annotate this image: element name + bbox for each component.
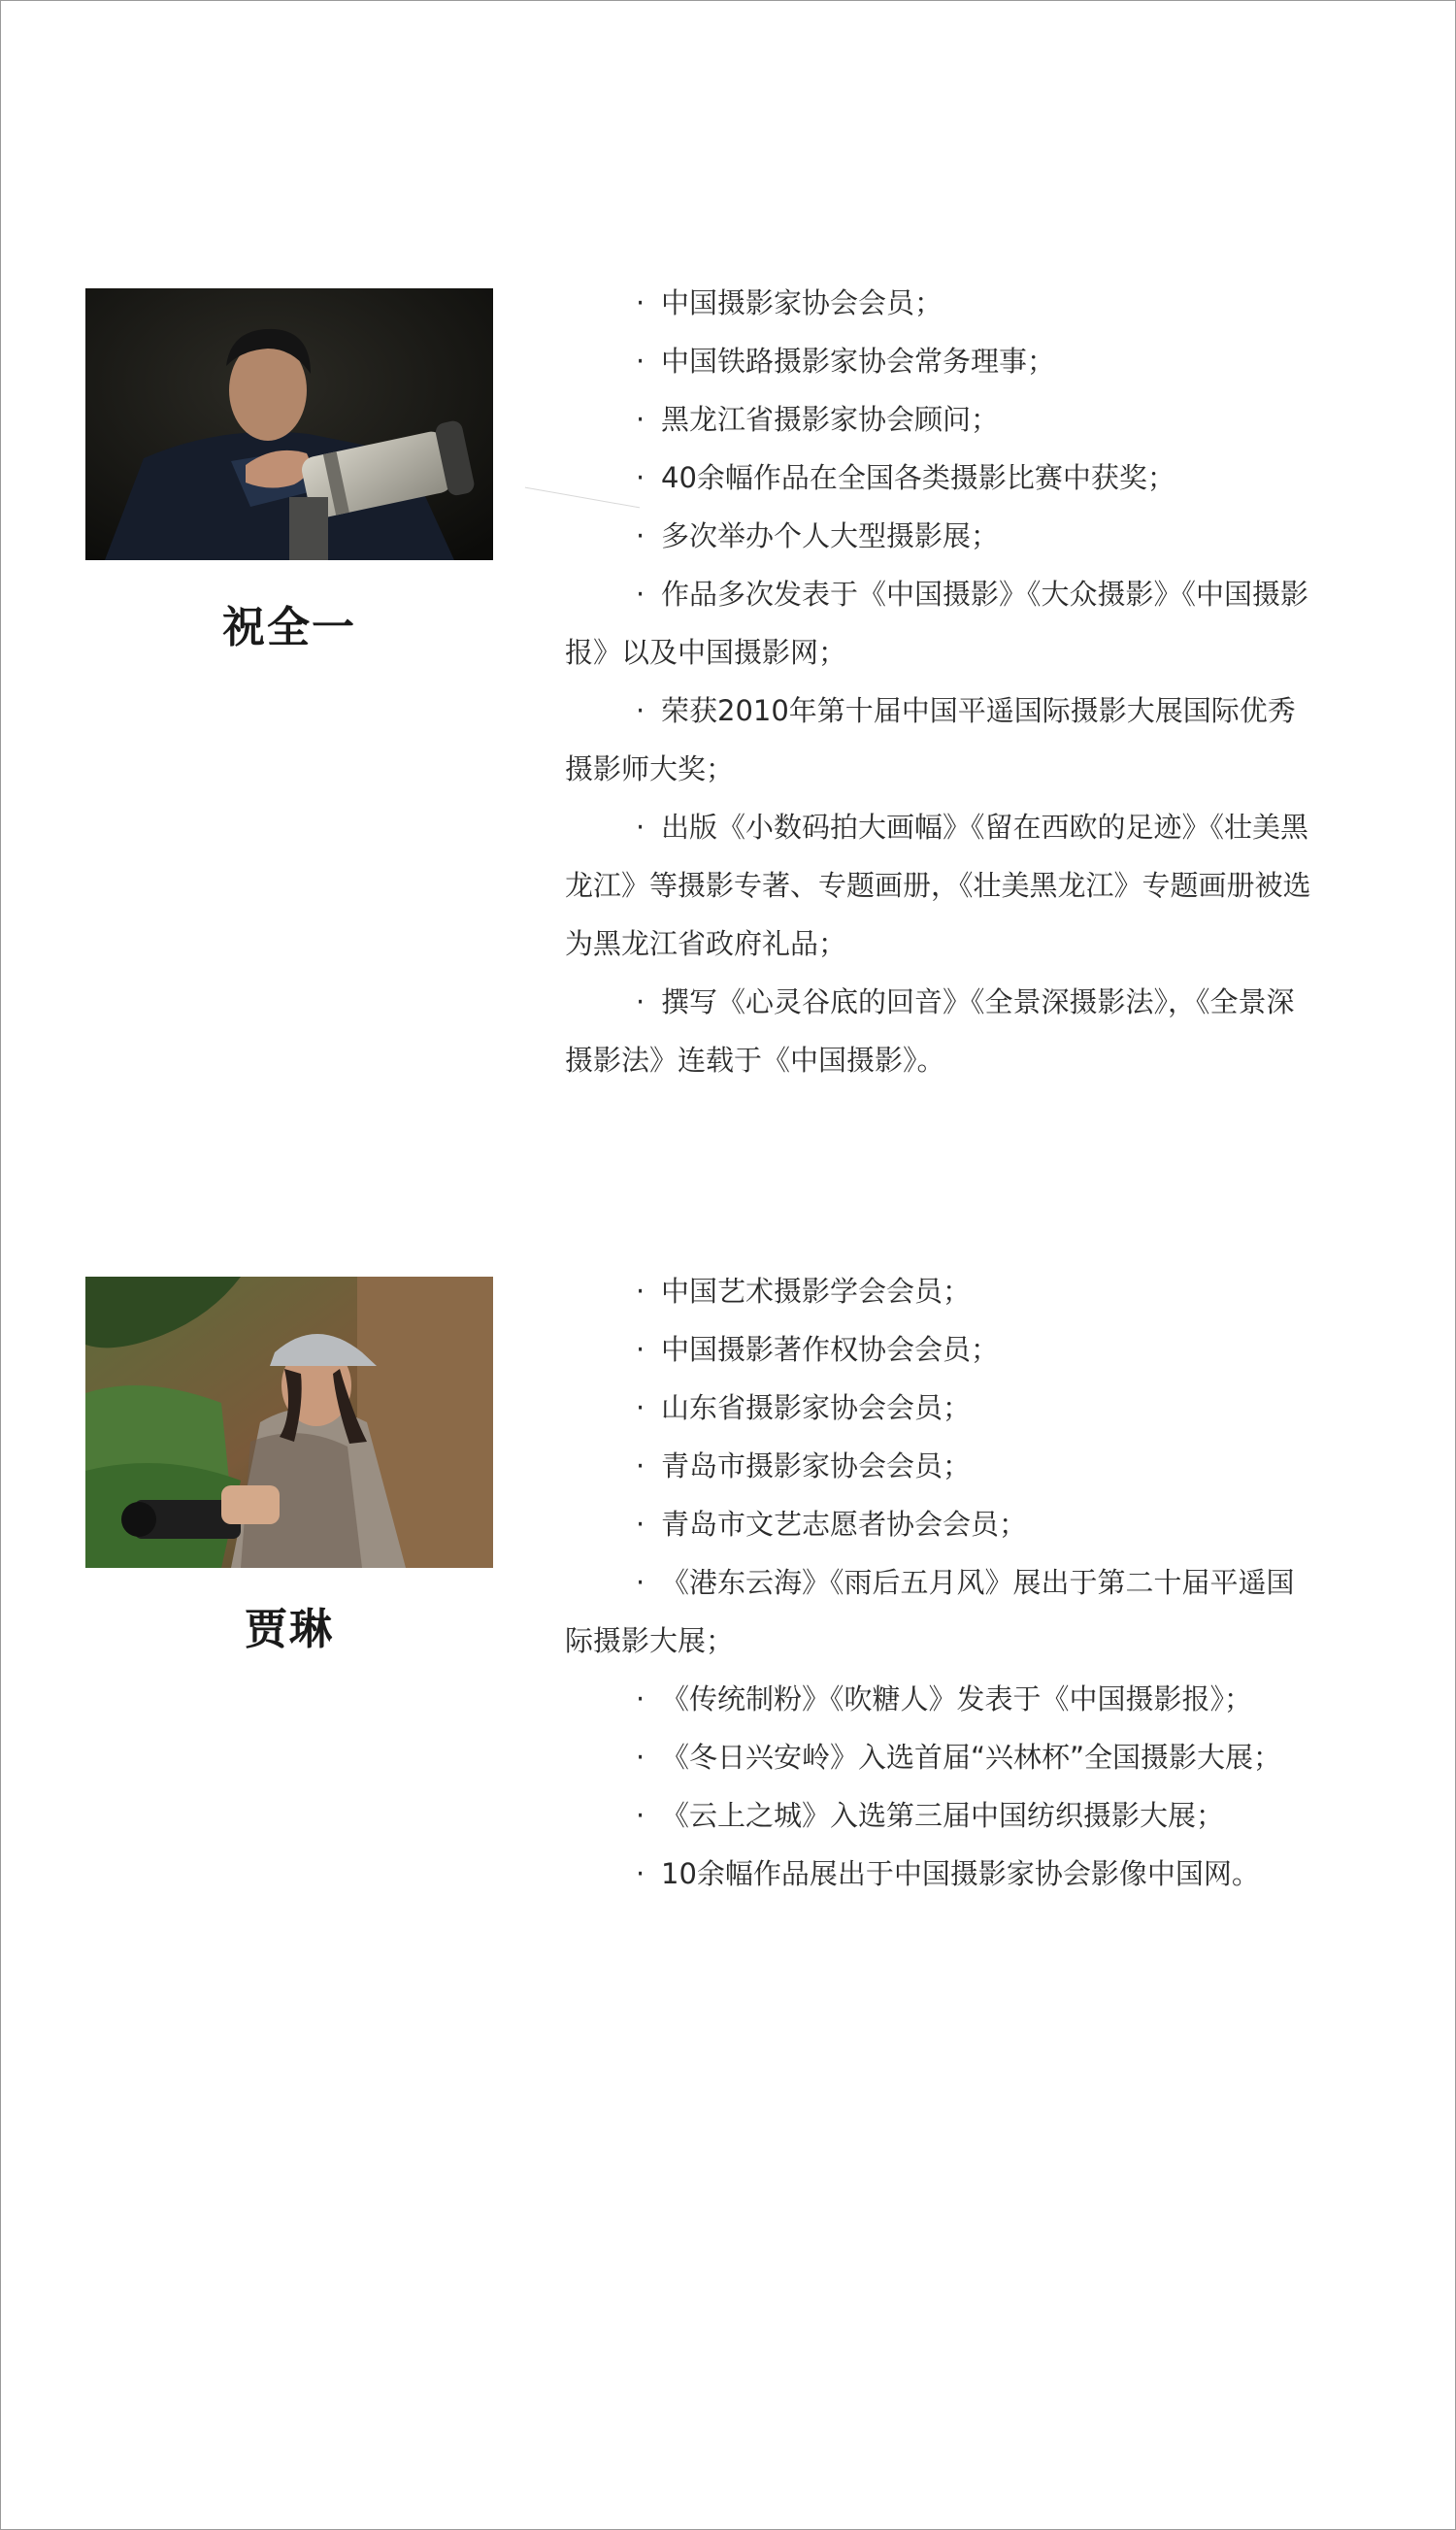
bullet-marker: · bbox=[636, 286, 645, 319]
bio-item: · 10余幅作品展出于中国摄影家协会影像中国网。 bbox=[565, 1845, 1312, 1903]
bullet-marker: · bbox=[636, 1333, 645, 1366]
profile-name: 祝全一 bbox=[222, 603, 356, 652]
bullet-marker: · bbox=[636, 1391, 645, 1424]
bio-list bbox=[565, 1262, 1312, 1903]
portrait-photo-jia-lin bbox=[85, 1277, 493, 1568]
bio-item: · 山东省摄影家协会会员； bbox=[565, 1379, 1312, 1437]
bullet-marker: · bbox=[636, 1857, 645, 1890]
bullet-marker: · bbox=[636, 1508, 645, 1541]
bio-item: · 作品多次发表于《中国摄影》《大众摄影》《中国摄影报》以及中国摄影网； bbox=[565, 565, 1312, 682]
bio-list bbox=[565, 274, 1312, 1089]
bio-item: · 出版《小数码拍大画幅》《留在西欧的足迹》《壮美黑龙江》等摄影专著、专题画册，《壮美黑龙江》专题画册被选为黑龙江省政府礼品； bbox=[565, 798, 1312, 973]
bullet-marker: · bbox=[636, 1275, 645, 1308]
bullet-marker: · bbox=[636, 1799, 645, 1832]
bio-item: · 40余幅作品在全国各类摄影比赛中获奖； bbox=[565, 449, 1312, 507]
bullet-marker: · bbox=[636, 811, 645, 844]
bio-item: · 中国艺术摄影学会会员； bbox=[565, 1262, 1312, 1320]
bullet-marker: · bbox=[636, 1449, 645, 1482]
bio-item: · 撰写《心灵谷底的回音》《全景深摄影法》，《全景深摄影法》连载于《中国摄影》。 bbox=[565, 973, 1312, 1089]
bullet-marker: · bbox=[636, 1741, 645, 1774]
bullet-marker: · bbox=[636, 694, 645, 727]
bio-item: · 多次举办个人大型摄影展； bbox=[565, 507, 1312, 565]
bullet-marker: · bbox=[636, 1682, 645, 1715]
bio-item: · 《冬日兴安岭》入选首届“兴林杯”全国摄影大展； bbox=[565, 1728, 1312, 1786]
bullet-marker: · bbox=[636, 345, 645, 378]
portrait-photo-jia-lin-image bbox=[85, 1277, 493, 1568]
bio-item: · 《港东云海》《雨后五月风》展出于第二十届平遥国际摄影大展； bbox=[565, 1553, 1312, 1670]
bullet-marker: · bbox=[636, 578, 645, 611]
bio-item: · 《传统制粉》《吹糖人》发表于《中国摄影报》； bbox=[565, 1670, 1312, 1728]
profile-name: 贾琳 bbox=[245, 1605, 334, 1654]
bio-item: · 黑龙江省摄影家协会顾问； bbox=[565, 390, 1312, 449]
bio-item: · 荣获2010年第十届中国平遥国际摄影大展国际优秀摄影师大奖； bbox=[565, 682, 1312, 798]
bio-item: · 青岛市摄影家协会会员； bbox=[565, 1437, 1312, 1495]
portrait-photo-zhu-quanyi-image bbox=[85, 288, 493, 560]
bio-item: · 《云上之城》入选第三届中国纺织摄影大展； bbox=[565, 1786, 1312, 1845]
bullet-marker: · bbox=[636, 985, 645, 1018]
bullet-marker: · bbox=[636, 461, 645, 494]
portrait-photo-zhu-quanyi bbox=[85, 288, 493, 560]
bullet-marker: · bbox=[636, 403, 645, 436]
bio-item: · 中国摄影著作权协会会员； bbox=[565, 1320, 1312, 1379]
bio-item: · 青岛市文艺志愿者协会会员； bbox=[565, 1495, 1312, 1553]
bullet-marker: · bbox=[636, 1566, 645, 1599]
bio-item: · 中国摄影家协会会员； bbox=[565, 274, 1312, 332]
bio-item: · 中国铁路摄影家协会常务理事； bbox=[565, 332, 1312, 390]
bullet-marker: · bbox=[636, 519, 645, 552]
